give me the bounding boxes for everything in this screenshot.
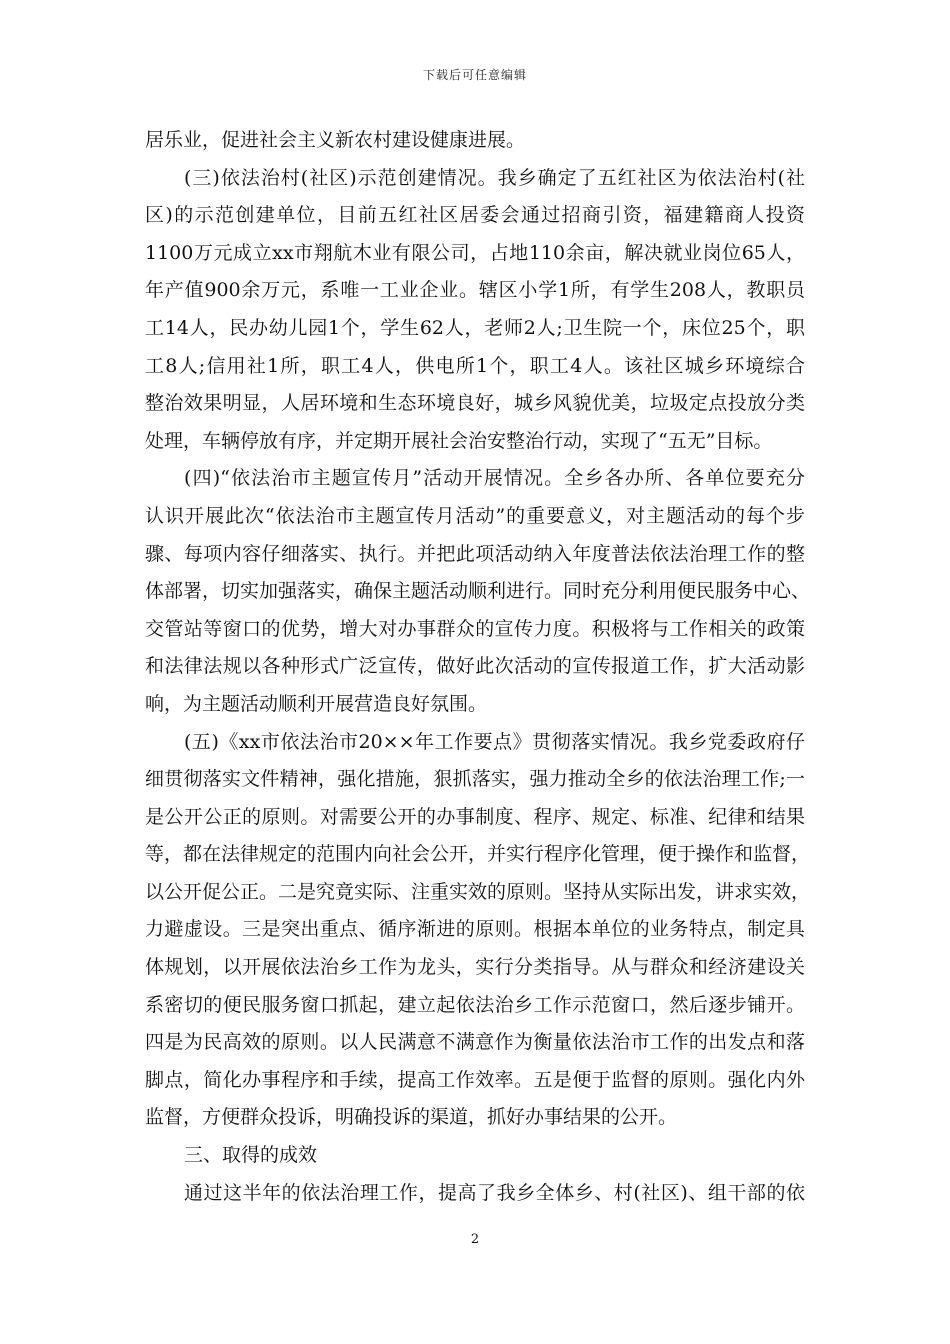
text-line: (五)《xx市依法治市20××年工作要点》贯彻落实情况。我乡党委政府仔: [184, 730, 805, 753]
text-line: 整治效果明显，人居环境和生态环境良好，城乡风貌优美，垃圾定点投放分类: [145, 392, 805, 415]
text-line: 年产值900余万元，系唯一工业企业。辖区小学1所，有学生208人，教职员: [145, 279, 805, 302]
text-line: 体部署，切实加强落实，确保主题活动顺利进行。同时充分利用便民服务中心、: [145, 580, 811, 603]
text-line: 细贯彻落实文件精神，强化措施，狠抓落实，强力推动全乡的依法治理工作;一: [145, 768, 805, 791]
text-line: 居乐业，促进社会主义新农村建设健康进展。: [145, 129, 526, 151]
text-line: 区)的示范创建单位，目前五红社区居委会通过招商引资，福建籍商人投资: [145, 204, 805, 227]
document-body: [145, 122, 811, 1212]
text-line: 等，都在法律规定的范围内向社会公开，并实行程序化管理，便于操作和监督，: [145, 843, 811, 866]
text-line: 工8人;信用社1所，职工4人，供电所1个，职工4人。该社区城乡环境综合: [145, 354, 805, 377]
text-line: 响，为主题活动顺利开展营造良好氛围。: [145, 692, 488, 715]
text-line: 1100万元成立xx市翔航木业有限公司，占地110余亩，解决就业岗位65人，: [145, 241, 805, 264]
text-line: 力避虚设。三是突出重点、循序渐进的原则。根据本单位的业务特点，制定具: [145, 918, 805, 941]
text-line: 是公开公正的原则。对需要公开的办事制度、程序、规定、标准、纪律和结果: [145, 805, 805, 828]
text-line: (四)“依法治市主题宣传月”活动开展情况。全乡各办所、各单位要充分: [184, 467, 805, 490]
text-line: 脚点，简化办事程序和手续，提高工作效率。五是便于监督的原则。强化内外: [145, 1068, 805, 1091]
text-line: 监督，方便群众投诉，明确投诉的渠道，抓好办事结果的公开。: [145, 1106, 678, 1129]
text-line: 四是为民高效的原则。以人民满意不满意作为衡量依法治市工作的出发点和落: [145, 1031, 805, 1054]
text-line: 和法律法规以各种形式广泛宣传，做好此次活动的宣传报道工作，扩大活动影: [145, 655, 805, 678]
text-line: 三、取得的成效: [184, 1144, 318, 1167]
text-line: 通过这半年的依法治理工作，提高了我乡全体乡、村(社区)、组干部的依: [184, 1181, 805, 1204]
page-number: 2: [470, 1232, 480, 1247]
text-line: 系密切的便民服务窗口抓起，建立起依法治乡工作示范窗口，然后逐步铺开。: [145, 993, 805, 1016]
text-line: 以公开促公正。二是究竟实际、注重实效的原则。坚持从实际出发，讲求实效，: [145, 880, 811, 903]
text-line: 处理，车辆停放有序，并定期开展社会治安整治行动，实现了“五无”目标。: [145, 429, 773, 452]
text-line: 认识开展此次“依法治市主题宣传月活动”的重要意义，对主题活动的每个步: [145, 504, 805, 527]
text-line: 交管站等窗口的优势，增大对办事群众的宣传力度。积极将与工作相关的政策: [145, 617, 805, 640]
text-line: 体规划，以开展依法治乡工作为龙头，实行分类指导。从与群众和经济建设关: [145, 956, 805, 979]
text-line: 骤、每项内容仔细落实、执行。并把此项活动纳入年度普法依法治理工作的整: [145, 542, 805, 565]
text-line: 工14人，民办幼儿园1个，学生62人，老师2人;卫生院一个，床位25个，职: [145, 316, 805, 339]
text-line: (三)依法治村(社区)示范创建情况。我乡确定了五红社区为依法治村(社: [184, 166, 805, 189]
page-header: 下载后可任意编辑: [422, 68, 527, 82]
